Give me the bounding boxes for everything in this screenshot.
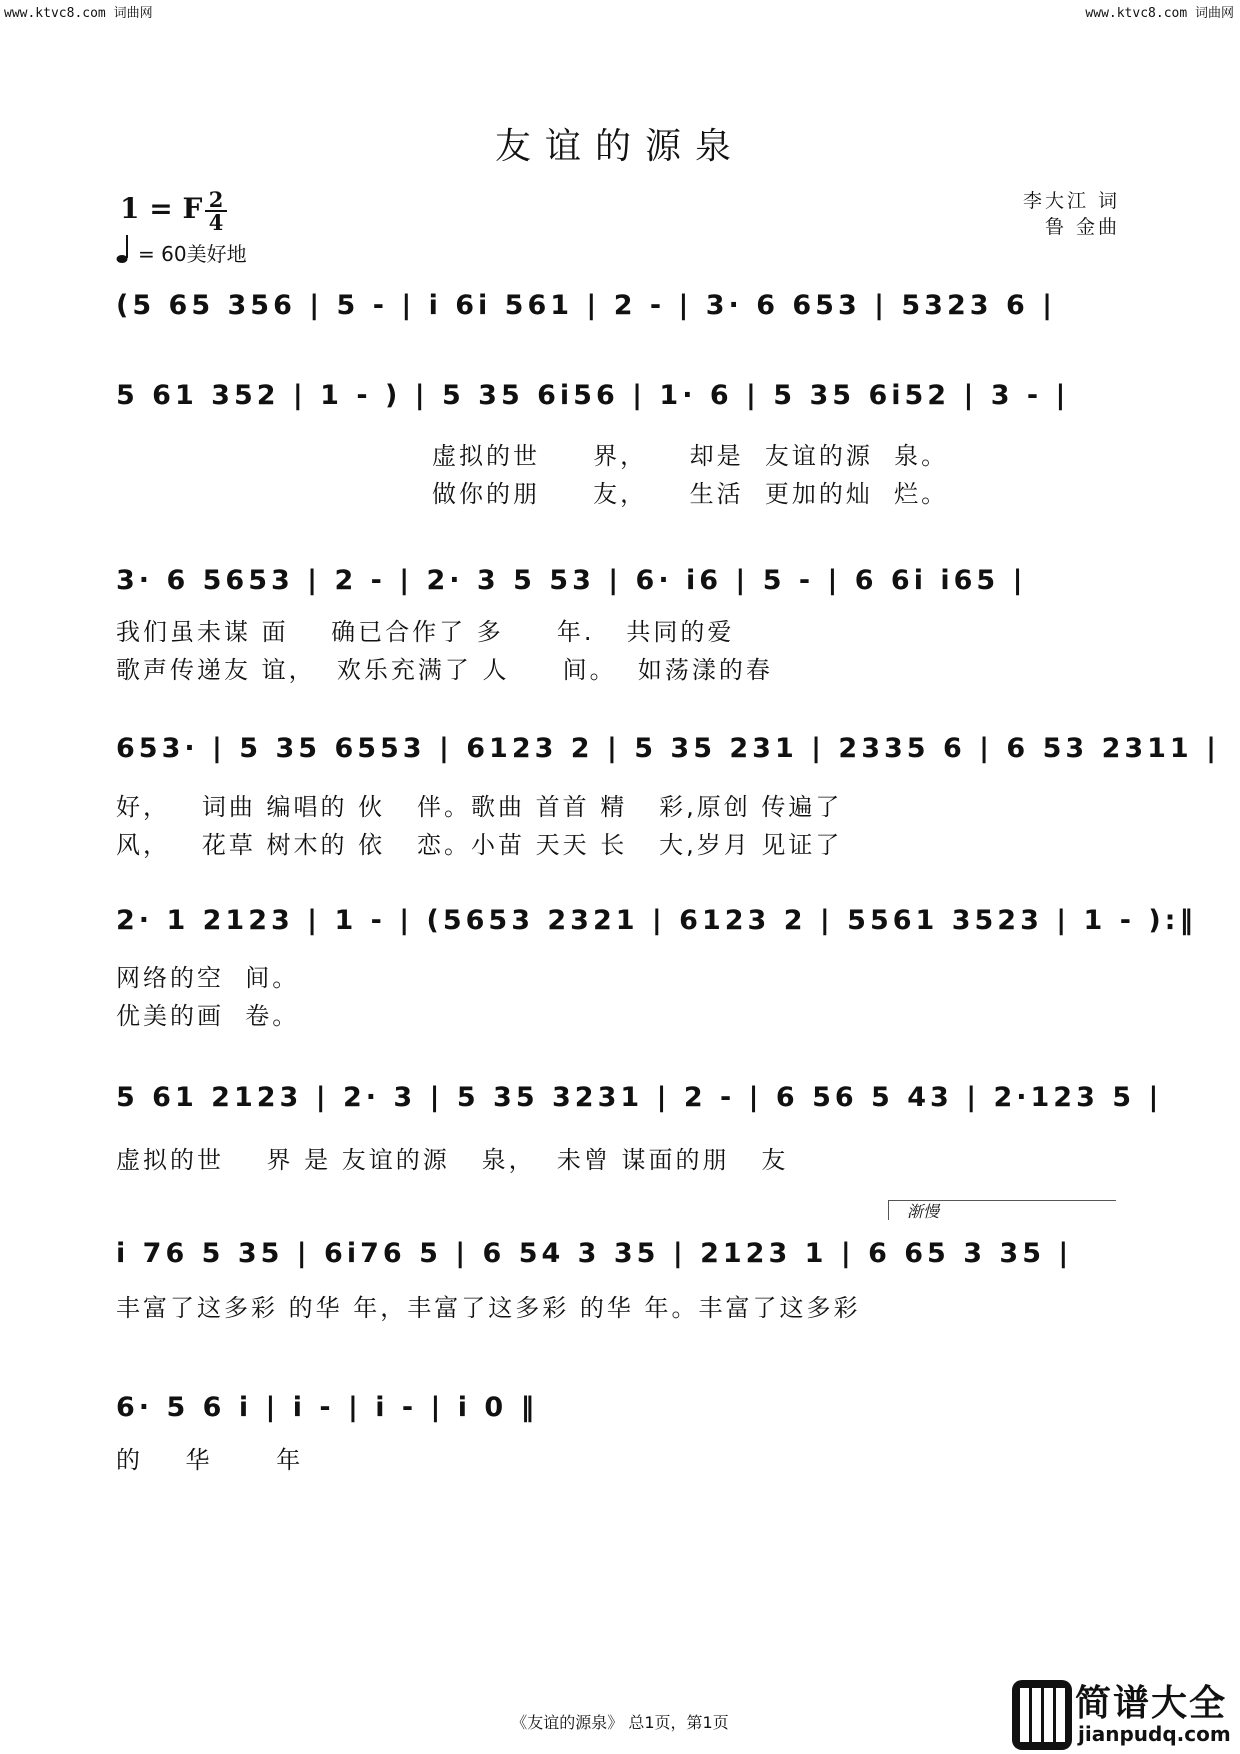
lyrics-refrain: 虚拟的世 界 是 友谊的源 泉， 未曾 谋面的朋 友 bbox=[116, 1146, 789, 1174]
lyrics-verse-1: 我们虽未谋 面 确已合作了 多 年. 共同的爱 bbox=[116, 618, 735, 646]
lyrics-verse-2: 优美的画 卷。 bbox=[116, 1002, 300, 1030]
score-system-3: 3· 6 5653 | 2 - | 2· 3 5 53 | 6· i6 | 5 - | 6 6i i65 | bbox=[116, 565, 1027, 596]
logo-url: jianpudq.com bbox=[1078, 1722, 1231, 1746]
lyrics-verse-2: 歌声传递友 谊， 欢乐充满了 人 间。 如荡漾的春 bbox=[116, 656, 773, 684]
lyrics-verse-1: 虚拟的世 界， 却是 友谊的源 泉。 bbox=[432, 442, 949, 470]
score-system-8: 6· 5 6 i | i - | i - | i 0 ‖ bbox=[116, 1392, 539, 1423]
header-right-watermark: www.ktvc8.com 词曲网 bbox=[1085, 6, 1234, 21]
score-system-5: 2· 1 2123 | 1 - | (5653 2321 | 6123 2 | 5561 3523 | 1 - ):‖ bbox=[116, 905, 1197, 936]
time-signature bbox=[205, 187, 227, 235]
score-system-6: 5 61 2123 | 2· 3 | 5 35 3231 | 2 - | 6 56 5 43 | 2·123 5 | bbox=[116, 1082, 1163, 1113]
lyrics-refrain: 丰富了这多彩 的华 年，丰富了这多彩 的华 年。丰富了这多彩 bbox=[116, 1294, 861, 1322]
header-left-watermark: www.ktvc8.com 词曲网 bbox=[4, 6, 153, 21]
score-system-1: (5 65 356 | 5 - | i 6i 561 | 2 - | 3· 6 653 | 5323 6 | bbox=[116, 290, 1056, 321]
quarter-note-icon bbox=[116, 234, 130, 264]
ritardando-marking: 渐慢 bbox=[888, 1200, 1116, 1220]
page-title: 友谊的源泉 bbox=[494, 126, 745, 167]
lyrics-verse-2: 风， 花草 树木的 依 恋。小苗 天天 长 大,岁月 见证了 bbox=[116, 831, 843, 859]
time-signature-bottom: 4 bbox=[208, 210, 224, 235]
time-signature-top: 2 bbox=[208, 187, 224, 212]
logo-name: 简谱大全 bbox=[1075, 1683, 1228, 1724]
score-system-4: 653· | 5 35 6553 | 6123 2 | 5 35 231 | 2335 6 | 6 53 2311 | bbox=[116, 733, 1220, 764]
lyrics-verse-1: 网络的空 间。 bbox=[116, 964, 300, 992]
page-footer: 《友谊的源泉》 总1页，第1页 bbox=[511, 1713, 729, 1732]
tempo-marking: = 60美好地 bbox=[138, 242, 247, 266]
lyrics-verse-2: 做你的朋 友， 生活 更加的灿 烂。 bbox=[432, 480, 949, 508]
composer-credit: 鲁 金曲 bbox=[1044, 216, 1120, 238]
key-signature: 1 = F bbox=[120, 192, 203, 225]
lyrics-verse-1: 好， 词曲 编唱的 伙 伴。歌曲 首首 精 彩,原创 传遍了 bbox=[116, 793, 843, 821]
score-system-2: 5 61 352 | 1 - ) | 5 35 6i56 | 1· 6 | 5 35 6i52 | 3 - | bbox=[116, 380, 1070, 411]
lyrics-ending: 的 华 年 bbox=[116, 1446, 304, 1474]
lyricist-credit: 李大江 词 bbox=[1022, 190, 1120, 212]
score-system-7: i 76 5 35 | 6i76 5 | 6 54 3 35 | 2123 1 | 6 65 3 35 | bbox=[116, 1238, 1073, 1269]
